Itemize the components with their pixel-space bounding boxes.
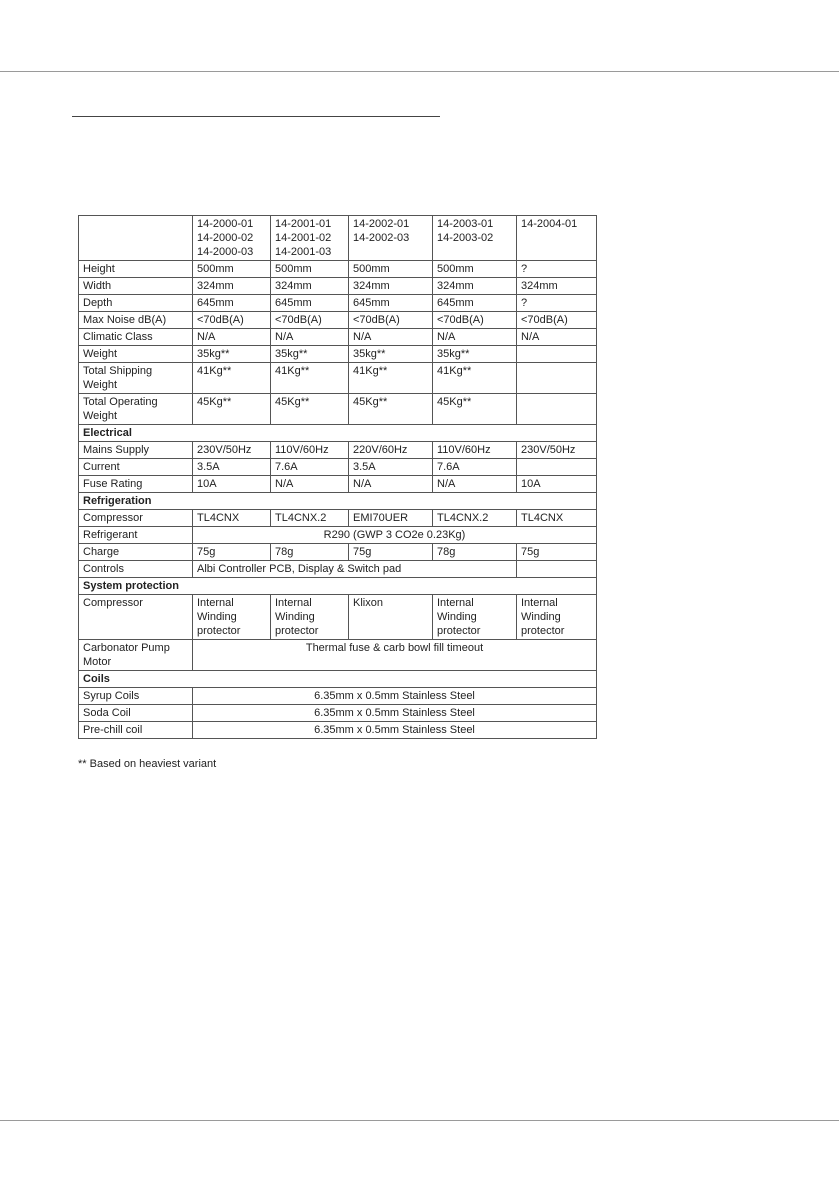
table-cell (517, 459, 597, 476)
section-heading-coils: Coils (79, 671, 597, 688)
table-cell: 45Kg** (271, 394, 349, 425)
row-refrigerant (79, 527, 597, 544)
table-cell (517, 561, 597, 578)
table-cell: 35kg** (433, 346, 517, 363)
row-label: Mains Supply (79, 442, 193, 459)
table-cell: 645mm (271, 295, 349, 312)
row-width (79, 278, 597, 295)
table-cell: TL4CNX (517, 510, 597, 527)
footer-rule (0, 1120, 839, 1121)
table-cell: <70dB(A) (193, 312, 271, 329)
row-charge (79, 544, 597, 561)
row-protection-compressor (79, 595, 597, 640)
row-label: Total Operating Weight (79, 394, 193, 425)
table-cell: 3.5A (193, 459, 271, 476)
table-cell: 78g (271, 544, 349, 561)
table-cell: N/A (271, 329, 349, 346)
row-label: Current (79, 459, 193, 476)
row-label: Depth (79, 295, 193, 312)
row-label: Carbonator Pump Motor (79, 640, 193, 671)
table-cell: 645mm (193, 295, 271, 312)
row-soda-coil (79, 705, 597, 722)
table-cell: 6.35mm x 0.5mm Stainless Steel (193, 688, 597, 705)
table-cell: N/A (349, 476, 433, 493)
table-cell: 110V/60Hz (433, 442, 517, 459)
table-cell: <70dB(A) (349, 312, 433, 329)
row-label: Max Noise dB(A) (79, 312, 193, 329)
table-cell: 324mm (433, 278, 517, 295)
footnote: ** Based on heaviest variant (78, 758, 217, 770)
row-label: Compressor (79, 595, 193, 640)
table-cell: 35kg** (271, 346, 349, 363)
table-cell: 230V/50Hz (517, 442, 597, 459)
row-label: Weight (79, 346, 193, 363)
model-number-cell: 14-2003-01 14-2003-02 (433, 216, 517, 261)
row-carbonator-pump-motor (79, 640, 597, 671)
table-cell: Internal Winding protector (433, 595, 517, 640)
table-cell: 7.6A (433, 459, 517, 476)
table-cell: 75g (517, 544, 597, 561)
table-cell: 500mm (193, 261, 271, 278)
row-syrup-coils (79, 688, 597, 705)
header-rule (0, 71, 839, 72)
row-label: Compressor (79, 510, 193, 527)
model-number-cell: 14-2004-01 (517, 216, 597, 261)
section-heading-refrigeration: Refrigeration (79, 493, 597, 510)
table-cell: ? (517, 295, 597, 312)
title-underline (72, 116, 440, 117)
row-label: Fuse Rating (79, 476, 193, 493)
table-cell: 324mm (271, 278, 349, 295)
row-label: Charge (79, 544, 193, 561)
table-cell: 6.35mm x 0.5mm Stainless Steel (193, 722, 597, 739)
table-cell: 220V/60Hz (349, 442, 433, 459)
table-cell: N/A (433, 329, 517, 346)
table-cell (517, 363, 597, 394)
table-cell: Internal Winding protector (271, 595, 349, 640)
table-cell: R290 (GWP 3 CO2e 0.23Kg) (193, 527, 597, 544)
table-cell: 645mm (349, 295, 433, 312)
table-cell: 45Kg** (349, 394, 433, 425)
row-weight (79, 346, 597, 363)
table-cell: <70dB(A) (433, 312, 517, 329)
row-controls (79, 561, 597, 578)
row-depth (79, 295, 597, 312)
spec-table (78, 215, 597, 739)
table-cell: <70dB(A) (271, 312, 349, 329)
table-cell: N/A (271, 476, 349, 493)
row-fuse-rating (79, 476, 597, 493)
table-cell: N/A (517, 329, 597, 346)
section-heading-system-protection: System protection (79, 578, 597, 595)
table-cell: EMI70UER (349, 510, 433, 527)
row-pre-chill-coil (79, 722, 597, 739)
table-cell: 35kg** (193, 346, 271, 363)
row-climatic-class (79, 329, 597, 346)
table-cell: 645mm (433, 295, 517, 312)
table-cell: 41Kg** (433, 363, 517, 394)
table-cell: Internal Winding protector (193, 595, 271, 640)
table-cell: 45Kg** (193, 394, 271, 425)
table-cell: 45Kg** (433, 394, 517, 425)
table-cell: 3.5A (349, 459, 433, 476)
table-cell: 10A (517, 476, 597, 493)
table-cell: TL4CNX.2 (271, 510, 349, 527)
table-cell: 500mm (349, 261, 433, 278)
row-label: Pre-chill coil (79, 722, 193, 739)
row-compressor (79, 510, 597, 527)
table-cell: Thermal fuse & carb bowl fill timeout (193, 640, 597, 671)
header-corner-cell (79, 216, 193, 261)
row-label: Climatic Class (79, 329, 193, 346)
table-cell: Internal Winding protector (517, 595, 597, 640)
model-number-cell: 14-2000-01 14-2000-02 14-2000-03 (193, 216, 271, 261)
row-total-operating-weight (79, 394, 597, 425)
table-cell: 324mm (193, 278, 271, 295)
section-row-electrical (79, 425, 597, 442)
table-cell: 35kg** (349, 346, 433, 363)
row-label: Height (79, 261, 193, 278)
section-row-coils (79, 671, 597, 688)
table-cell: 78g (433, 544, 517, 561)
row-max-noise (79, 312, 597, 329)
row-label: Width (79, 278, 193, 295)
table-cell (517, 394, 597, 425)
table-cell: TL4CNX (193, 510, 271, 527)
section-row-system-protection (79, 578, 597, 595)
table-cell: N/A (349, 329, 433, 346)
table-cell: 230V/50Hz (193, 442, 271, 459)
row-total-shipping-weight (79, 363, 597, 394)
table-cell: TL4CNX.2 (433, 510, 517, 527)
table-cell (517, 346, 597, 363)
table-cell: 324mm (517, 278, 597, 295)
table-cell: N/A (433, 476, 517, 493)
row-label: Soda Coil (79, 705, 193, 722)
table-cell: 10A (193, 476, 271, 493)
table-cell: 7.6A (271, 459, 349, 476)
table-cell: Albi Controller PCB, Display & Switch pad (193, 561, 517, 578)
table-cell: 41Kg** (271, 363, 349, 394)
table-cell: 41Kg** (349, 363, 433, 394)
table-cell: ? (517, 261, 597, 278)
table-cell: 75g (349, 544, 433, 561)
table-cell: Klixon (349, 595, 433, 640)
section-row-refrigeration (79, 493, 597, 510)
row-mains-supply (79, 442, 597, 459)
table-cell: 41Kg** (193, 363, 271, 394)
table-cell: 500mm (433, 261, 517, 278)
table-cell: 500mm (271, 261, 349, 278)
model-number-cell: 14-2001-01 14-2001-02 14-2001-03 (271, 216, 349, 261)
row-label: Controls (79, 561, 193, 578)
table-cell: 324mm (349, 278, 433, 295)
section-heading-electrical: Electrical (79, 425, 597, 442)
row-label: Refrigerant (79, 527, 193, 544)
row-height (79, 261, 597, 278)
table-cell: 6.35mm x 0.5mm Stainless Steel (193, 705, 597, 722)
row-label: Syrup Coils (79, 688, 193, 705)
table-cell: N/A (193, 329, 271, 346)
table-header-row (79, 216, 597, 261)
row-current (79, 459, 597, 476)
row-label: Total Shipping Weight (79, 363, 193, 394)
model-number-cell: 14-2002-01 14-2002-03 (349, 216, 433, 261)
table-cell: 75g (193, 544, 271, 561)
table-cell: 110V/60Hz (271, 442, 349, 459)
table-cell: <70dB(A) (517, 312, 597, 329)
